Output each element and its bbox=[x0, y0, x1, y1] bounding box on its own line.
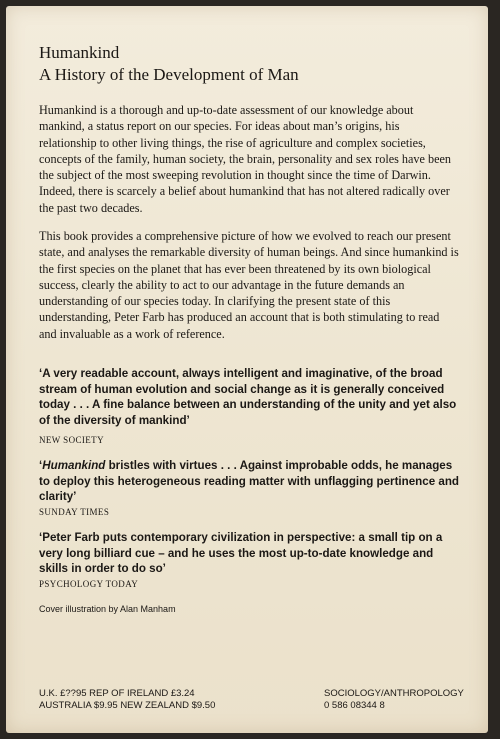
review-source-2: SUNDAY TIMES bbox=[39, 507, 110, 517]
review-quote-2-open: ‘ bbox=[39, 459, 43, 472]
description-paragraph-2: This book provides a comprehensive picture of how we evolved to reach our present state, and analyses the remarkable diversity of human beings. And since humankind is the first species on the planet that has ever been threatened by its own biological success, clearly the ability to act to our advantage in the future demands an understanding of our species today. In clarifying the present state of this understanding, Peter Farb has produced an account that is both stimulating to read and invaluable as a work of reference. bbox=[39, 229, 459, 341]
back-cover bbox=[6, 6, 488, 733]
review-quote-2-book-title: Humankind bbox=[42, 459, 106, 472]
review-quote-3: ‘Peter Farb puts contemporary civilization in perspective: a small tip on a very long billiard cue – and he uses the most up-to-date knowledge and skills in order to do so’ bbox=[39, 531, 443, 575]
price-line-1: U.K. £??95 REP OF IRELAND £3.24 bbox=[39, 688, 195, 699]
book-subtitle: A History of the Development of Man bbox=[39, 65, 299, 84]
description-paragraph-1: Humankind is a thorough and up-to-date assessment of our knowledge about mankind, a status report on our species. For ideas about man’s origins, his relationship to other living things, the rise of agriculture and complex societies, concepts of the family, human society, the brain, personality and sex roles have been the subject of the most sweeping revolution in thought since the time of Darwin. Indeed, there is scarcely a belief about humankind that has not altered radically over the past two decades. bbox=[39, 103, 451, 215]
review-quote-2-rest: bristles with virtues . . . Against improbable odds, he manages to deploy this heterogeneous reading matter with unflagging pertinence and clarity’ bbox=[39, 459, 459, 503]
price-list bbox=[39, 688, 215, 712]
price-line-2: AUSTRALIA $9.95 NEW ZEALAND $9.50 bbox=[39, 700, 216, 711]
category-block bbox=[324, 688, 464, 712]
isbn: 0 586 08344 8 bbox=[324, 700, 385, 711]
review-quote-1: ‘A very readable account, always intelligent and imaginative, of the broad stream of human evolution and social change as it is generally conceived today . . . A fine balance between an understanding of the unity and yet also of the diversity of mankind’ bbox=[39, 367, 457, 427]
book-title: Humankind bbox=[39, 43, 120, 62]
review-source-1: NEW SOCIETY bbox=[39, 435, 104, 445]
category-label: SOCIOLOGY/ANTHROPOLOGY bbox=[324, 688, 464, 699]
review-source-3: PSYCHOLOGY TODAY bbox=[39, 579, 139, 589]
cover-credit: Cover illustration by Alan Manham bbox=[39, 604, 176, 614]
review-quote-2 bbox=[39, 458, 464, 505]
